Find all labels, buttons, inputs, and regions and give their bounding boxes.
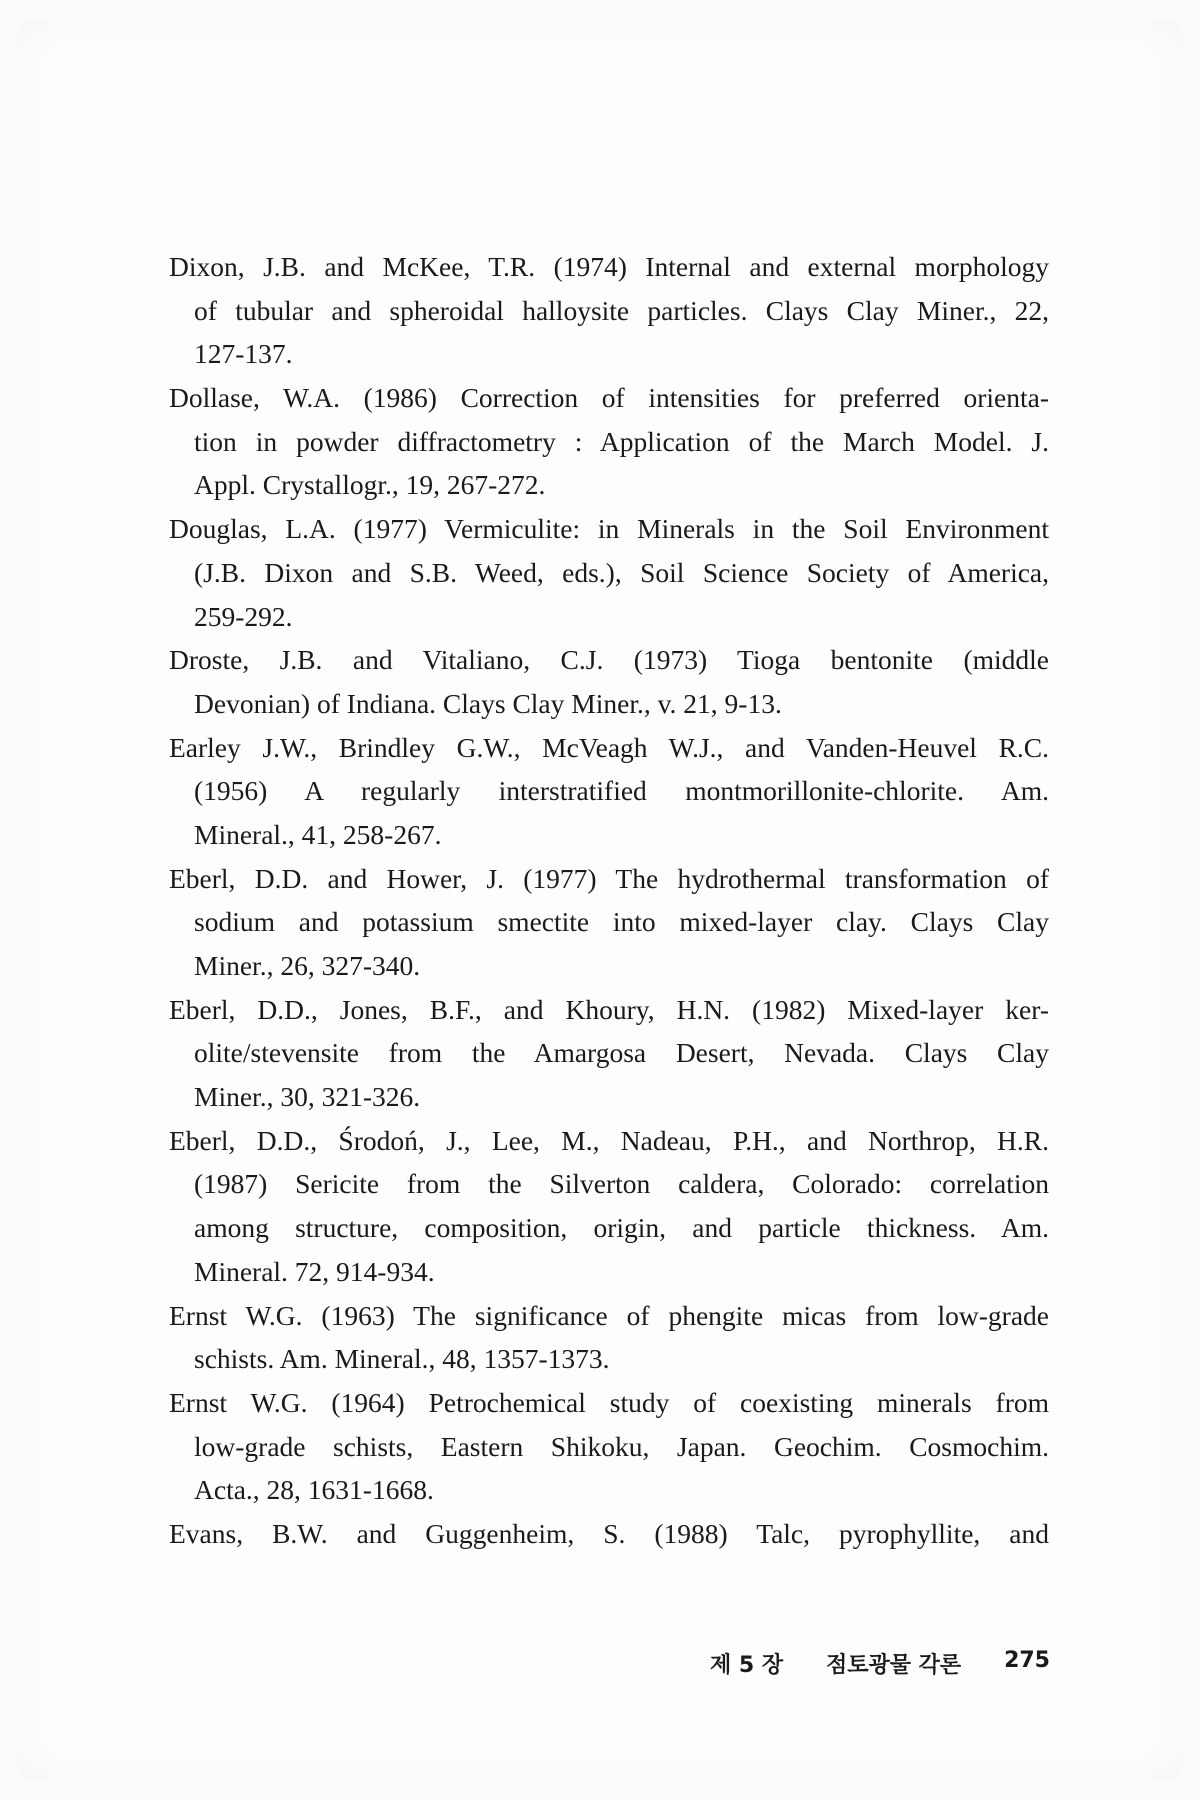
reference-line: Ernst W.G. (1964) Petrochemical study of coexisting minerals from xyxy=(169,1386,1049,1418)
page-number: 275 xyxy=(1004,1648,1050,1673)
reference-entry xyxy=(169,726,1049,857)
reference-line: among structure, composition, origin, and particle thickness. Am. xyxy=(194,1212,1049,1244)
reference-entry xyxy=(169,1381,1049,1512)
reference-line: low-grade schists, Eastern Shikoku, Japan. Geochim. Cosmochim. xyxy=(194,1430,1049,1462)
reference-line: Miner., 30, 321-326. xyxy=(194,1081,421,1113)
reference-line: of tubular and spheroidal halloysite particles. Clays Clay Miner., 22, xyxy=(194,294,1049,326)
footer-chapter: 제 5 장 xyxy=(710,1653,784,1678)
reference-line: Droste, J.B. and Vitaliano, C.J. (1973) Tioga bentonite (middle xyxy=(169,644,1049,676)
reference-entry xyxy=(169,1119,1049,1294)
footer-section: 점토광물 각론 xyxy=(826,1653,962,1678)
reference-line: (J.B. Dixon and S.B. Weed, eds.), Soil Science Society of America, xyxy=(194,556,1049,588)
reference-entry xyxy=(169,245,1049,376)
reference-line: Dixon, J.B. and McKee, T.R. (1974) Internal and external morphology xyxy=(169,251,1049,282)
reference-line: 259-292. xyxy=(194,600,293,632)
reference-line: Devonian) of Indiana. Clays Clay Miner., v. 21, 9-13. xyxy=(194,687,782,719)
reference-line: Evans, B.W. and Guggenheim, S. (1988) Talc, pyrophyllite, and xyxy=(169,1517,1049,1549)
reference-line: (1987) Sericite from the Silverton caldera, Colorado: correlation xyxy=(194,1168,1049,1200)
reference-entry xyxy=(169,857,1049,988)
reference-list xyxy=(169,245,1049,1556)
page xyxy=(20,20,1180,1780)
reference-line: Douglas, L.A. (1977) Vermiculite: in Minerals in the Soil Environment xyxy=(169,513,1049,545)
reference-line: Miner., 26, 327-340. xyxy=(194,950,421,981)
reference-line: Dollase, W.A. (1986) Correction of intensities for preferred orienta- xyxy=(169,382,1049,414)
reference-line: Eberl, D.D., Jones, B.F., and Khoury, H.N. (1982) Mixed-layer ker- xyxy=(169,993,1049,1025)
reference-entry xyxy=(169,1512,1049,1556)
reference-entry xyxy=(169,638,1049,725)
reference-entry xyxy=(169,507,1049,638)
reference-line: Eberl, D.D. and Hower, J. (1977) The hydrothermal transformation of xyxy=(169,862,1049,894)
reference-line: Mineral., 41, 258-267. xyxy=(194,818,442,850)
reference-line: sodium and potassium smectite into mixed-layer clay. Clays Clay xyxy=(194,906,1049,938)
reference-line: schists. Am. Mineral., 48, 1357-1373. xyxy=(194,1343,610,1375)
reference-line: Acta., 28, 1631-1668. xyxy=(194,1474,434,1506)
reference-entry xyxy=(169,988,1049,1119)
reference-line: tion in powder diffractometry : Application of the March Model. J. xyxy=(194,425,1049,457)
reference-line: Appl. Crystallogr., 19, 267-272. xyxy=(194,469,546,501)
reference-line: 127-137. xyxy=(194,338,293,370)
reference-line: (1956) A regularly interstratified montmorillonite-chlorite. Am. xyxy=(194,775,1049,807)
reference-entry xyxy=(169,376,1049,507)
reference-line: Earley J.W., Brindley G.W., McVeagh W.J., and Vanden-Heuvel R.C. xyxy=(169,731,1049,763)
reference-line: Eberl, D.D., Środoń, J., Lee, M., Nadeau, P.H., and Northrop, H.R. xyxy=(169,1124,1049,1156)
reference-line: Ernst W.G. (1963) The significance of phengite micas from low-grade xyxy=(169,1299,1049,1331)
page-footer xyxy=(710,1648,1050,1679)
reference-line: olite/stevensite from the Amargosa Desert, Nevada. Clays Clay xyxy=(194,1037,1049,1069)
reference-line: Mineral. 72, 914-934. xyxy=(194,1255,435,1287)
reference-entry xyxy=(169,1294,1049,1381)
